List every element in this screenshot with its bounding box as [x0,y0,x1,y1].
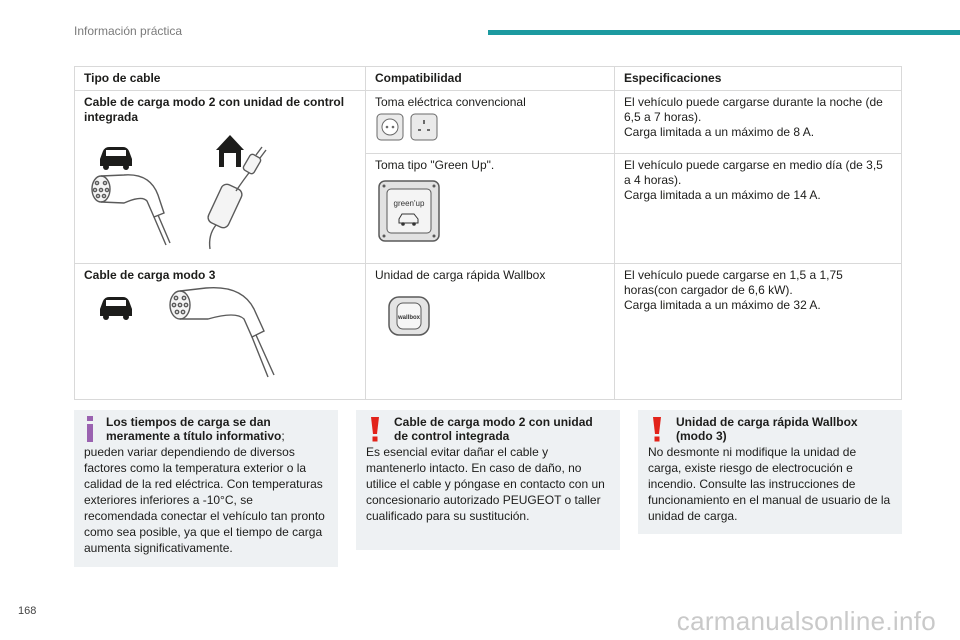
warning-note-title: Cable de carga modo 2 con unidad de control integrada [394,415,593,443]
page-number: 168 [18,605,37,617]
warning-icon [366,415,384,443]
warning-note-mode2 [356,410,620,550]
car-icon [100,297,132,320]
compat-cell-greenup [366,154,615,264]
watermark: carmanualsonline.info [676,606,936,636]
type2-plug-icon [92,175,170,245]
cable-name: Cable de carga modo 2 con unidad de control integrada [84,95,345,124]
compat-cell-conventional [366,91,615,154]
spec-cell-greenup [615,154,902,264]
header-accent-bar [488,30,960,35]
info-note-title-tail: ; [281,429,285,443]
spec-charge-time: El vehículo puede cargarse en 1,5 a 1,75 horas(con cargador de 6,6 kW). [624,268,843,297]
warning-note-text: No desmonte ni modifique la unidad de carga, existe riesgo de electrocución e incendio. Consulte las instrucciones de funcionamiento en el manual de usuario de la unidad de carga. [648,445,891,523]
table-row [75,91,902,154]
compat-cell-wallbox [366,264,615,400]
spec-charge-limit: Carga limitada a un máximo de 32 A. [624,298,821,312]
info-note-title: Los tiempos de carga se dan meramente a título informativo [106,415,282,443]
info-note [74,410,338,567]
spec-charge-time: El vehículo puede cargarse en medio día (de 3,5 a 4 horas). [624,158,883,187]
conventional-socket-icon [375,110,445,144]
type2-plug-icon [170,288,274,377]
info-icon [84,415,96,443]
cable-cell-mode3 [75,264,366,400]
info-note-text: pueden variar dependiendo de diversos factores como la temperatura exterior o la calidad de la red eléctrica. Con temperaturas exteriores inferiores a -10°C, se recomendada conectar el vehículo tan pronto como sea posible, ya que el tiempo de carga aumenta significativamente. [84,445,325,555]
spec-cell-wallbox [615,264,902,400]
spec-charge-time: El vehículo puede cargarse durante la noche (de 6,5 a 7 horas). [624,95,883,124]
compat-text: Toma eléctrica convencional [375,95,526,109]
section-title: Información práctica [74,24,183,38]
mode2-cable-illustration [84,125,356,259]
spec-charge-limit: Carga limitada a un máximo de 8 A. [624,125,815,139]
compat-text: Toma tipo "Green Up". [375,158,495,172]
house-icon [216,135,244,167]
car-icon [100,147,132,170]
spec-cell-conventional [615,91,902,154]
wallbox-icon [375,291,605,345]
warning-note-text: Es esencial evitar dañar el cable y mantenerlo intacto. En caso de daño, no utilice el cable y póngase en contacto con un concesionario autorizado PEUGEOT o taller cualificado para su sustitución. [366,445,605,523]
table-row [75,264,902,400]
column-header-compat: Compatibilidad [366,67,615,91]
greenup-label: green'up [393,199,425,208]
warning-note-wallbox [638,410,902,534]
warning-note-title: Unidad de carga rápida Wallbox (modo 3) [676,415,858,443]
column-header-spec: Especificaciones [615,67,902,91]
wallbox-label: wallbox [397,315,421,321]
mode3-cable-illustration [84,283,356,387]
notes-area [74,410,902,570]
warning-icon [648,415,666,443]
cable-cell-mode2 [75,91,366,264]
charging-cables-table [74,66,902,400]
spec-charge-limit: Carga limitada a un máximo de 14 A. [624,188,821,202]
compat-text: Unidad de carga rápida Wallbox [375,268,546,282]
greenup-socket-icon [375,177,605,251]
cable-name: Cable de carga modo 3 [84,268,216,282]
column-header-cable: Tipo de cable [75,67,366,91]
table-header-row [75,67,902,91]
